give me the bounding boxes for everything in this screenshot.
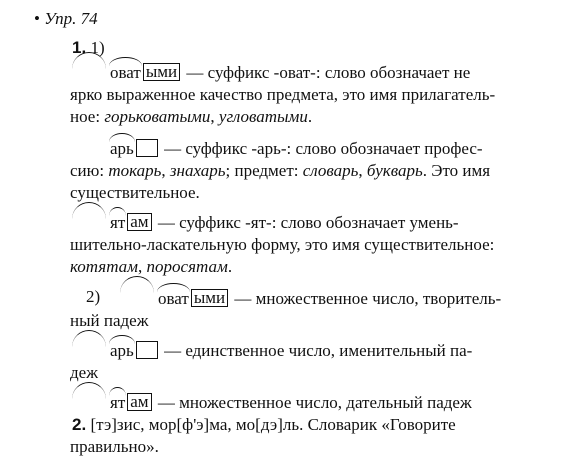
item-ovat-line2: ярко выраженное качество предмета, это имя прилагатель- [70,85,496,104]
part2-yat-text1: — множественное число, дательный падеж [153,393,472,412]
suffix-ovat: оват [158,288,189,310]
suffix-arc [109,133,135,142]
suffix-ar: арь [110,138,134,160]
bullet: • [34,9,40,28]
item-yat-line1 [110,212,459,234]
item-ovat-line3: ное: горьковатыми, угловатыми. [70,107,313,126]
empty-ending-box [136,341,158,359]
part2-yat-line1 [110,392,472,414]
task-2-text1: [тэ]зис, мор[ф'э]ма, мо[дэ]ль. Словарик «Говорите [86,415,456,434]
item-ovat-text1: — суффикс -оват-: слово обозначает не [182,63,471,82]
ending-box: ыми [143,63,180,81]
suffix-yat: ят [110,212,125,234]
example-word: словарь [302,161,359,180]
suffix-arc [109,207,126,216]
part2-ovat-line1 [158,288,501,310]
suffix-arc [109,387,126,396]
suffix-yat: ят [110,392,125,414]
root-arc [72,330,106,347]
root-arc [72,382,106,399]
part-2-number: 2) [86,287,101,306]
suffix-arc [109,335,135,344]
part2-ovat-text1: — множественное число, творитель- [230,289,502,308]
ending-box: ам [127,213,151,231]
example-word: поросятам [146,257,228,276]
part2-ar-line1 [110,340,472,362]
item-yat-line2: шительно-ласкательную форму, это имя существительное: [70,235,495,254]
suffix-arc [157,283,190,292]
root-arc [120,276,154,293]
exercise-title: Упр. 74 [44,9,98,28]
task-1-number: 1. [72,38,87,57]
suffix-arc [109,57,142,66]
suffix-ar: арь [110,340,134,362]
item-yat-text1: — суффикс -ят-: слово обозначает умень- [153,213,459,232]
task-1-subnumber: 1) [90,38,105,57]
example-word: букварь [366,161,423,180]
task-2-line1 [72,414,456,436]
suffix-ovat: оват [110,62,141,84]
item-yat-line3: котятам, поросятам. [70,257,233,276]
item-ar-line3: существительное. [70,183,200,202]
empty-ending-box [136,139,158,157]
exercise-header [34,8,98,30]
part2-ar-text1: — единственное число, именительный па- [159,341,473,360]
example-word: котятам [70,257,139,276]
task-2-number: 2. [72,415,87,434]
item-ar-line2: сию: токарь, знахарь; предмет: словарь, букварь. Это имя [70,161,491,180]
task-2-line2: правильно». [70,437,159,456]
example-word: токарь [108,161,162,180]
example-word: знахарь [169,161,226,180]
example-word: горьковатыми [104,107,211,126]
part2-ar-line2: деж [70,363,98,382]
ending-box: ам [127,393,151,411]
item-ar-line1 [110,138,483,160]
root-arc [72,202,106,219]
item-ovat-line1 [110,62,470,84]
example-word: угловатыми [218,107,308,126]
part2-ovat-line2: ный падеж [70,311,149,330]
ending-box: ыми [191,289,228,307]
item-ar-text1: — суффикс -арь-: слово обозначает профес- [159,139,483,158]
